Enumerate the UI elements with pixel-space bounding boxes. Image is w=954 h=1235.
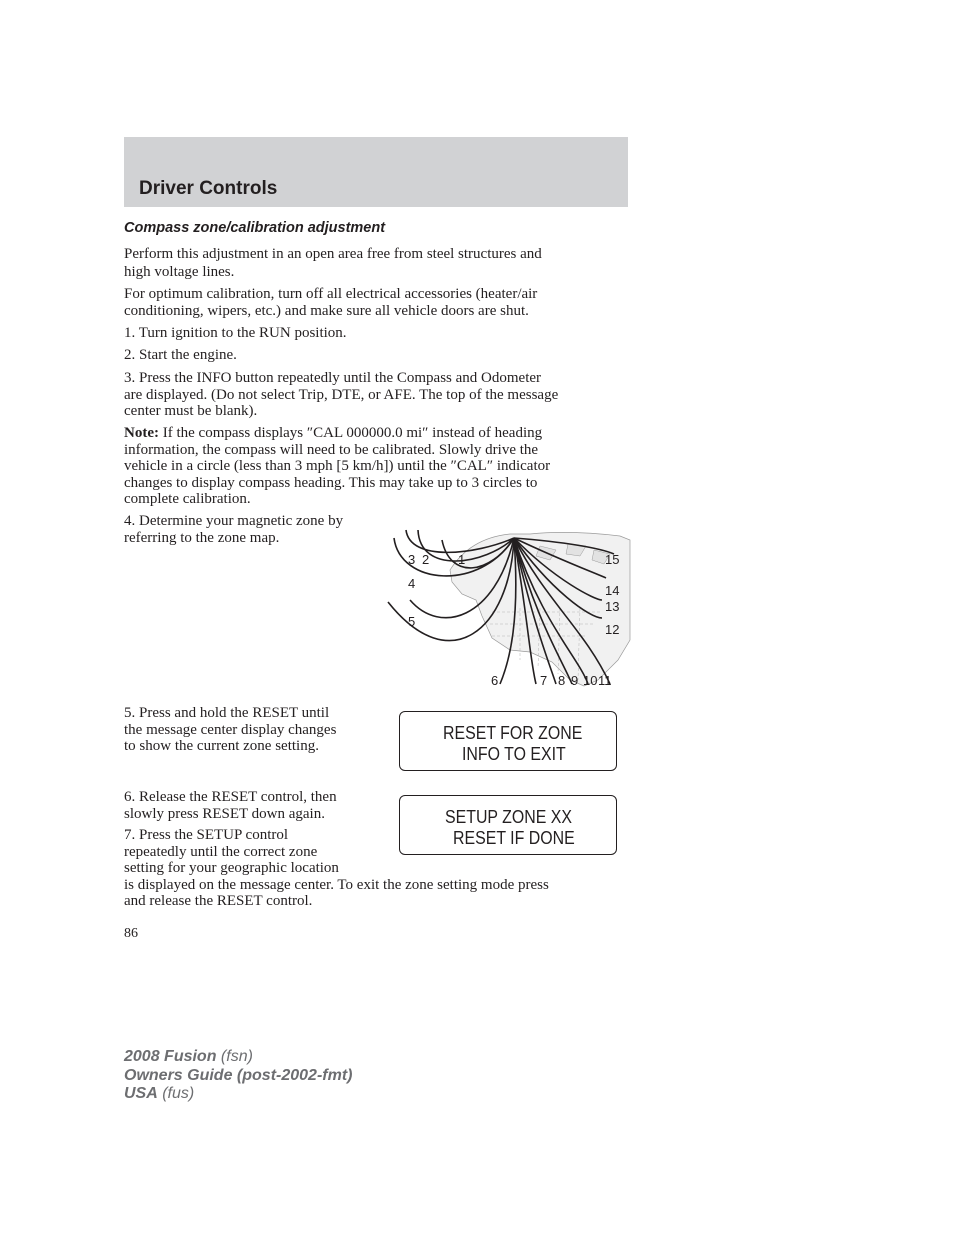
text-line: 5. Press and hold the RESET until — [124, 705, 330, 721]
text-line: and release the RESET control. — [124, 893, 313, 909]
zone-label: 10 — [583, 673, 598, 688]
zone-label: 5 — [408, 614, 416, 629]
footer-line-2 — [124, 1067, 352, 1085]
message-center-display-reset — [399, 711, 617, 771]
text-line: information, the compass will need to be calibrated. Slowly drive the — [124, 441, 539, 458]
step-2: 2. Start the engine. — [124, 347, 237, 363]
section-heading: Compass zone/calibration adjustment — [124, 220, 386, 236]
text-line: is displayed on the message center. To exit the zone setting mode press — [124, 876, 549, 893]
text-line: 4. Determine your magnetic zone by — [124, 513, 344, 529]
zone-label: 2 — [422, 552, 430, 567]
step-4 — [124, 513, 343, 546]
display-line-2: RESET IF DONE — [453, 827, 575, 848]
text-line: slowly press RESET down again. — [124, 805, 325, 822]
note-text: If the compass displays ″CAL 000000.0 mi″ instead of heading — [158, 425, 543, 441]
step-3 — [124, 370, 558, 420]
footer-market-code: (fus) — [157, 1085, 195, 1102]
text-line: are displayed. (Do not select Trip, DTE, or AFE. The top of the message — [124, 386, 559, 403]
note-label: Note: — [124, 425, 159, 441]
text-line: center must be blank). — [124, 403, 258, 419]
footer-model: 2008 Fusion — [124, 1048, 217, 1065]
footer-model-code: (fsn) — [216, 1048, 253, 1065]
text-line: the message center display changes — [124, 721, 337, 738]
text-line: setting for your geographic location — [124, 860, 339, 876]
map-landmass — [450, 532, 630, 686]
footer-market: USA — [124, 1085, 158, 1102]
text-line: referring to the zone map. — [124, 529, 280, 546]
paragraph-intro — [124, 246, 542, 280]
zone-label: 6 — [491, 673, 499, 688]
text-line: 6. Release the RESET control, then — [124, 789, 337, 805]
zone-label: 12 — [605, 622, 620, 637]
step-1: 1. Turn ignition to the RUN position. — [124, 325, 347, 341]
text-line: Perform this adjustment in an open area free from steel structures and — [124, 246, 542, 262]
magnetic-zone-map — [380, 520, 632, 692]
text-line: changes to display compass heading. This may take up to 3 circles to — [124, 474, 538, 491]
text-line — [124, 425, 550, 442]
page-title: Driver Controls — [139, 178, 278, 199]
zone-label: 4 — [408, 576, 416, 591]
text-line: to show the current zone setting. — [124, 738, 319, 754]
step-5 — [124, 705, 336, 755]
zone-label: 13 — [605, 599, 620, 614]
display-line-2: INFO TO EXIT — [462, 743, 566, 764]
zone-label: 15 — [605, 552, 620, 567]
text-line: vehicle in a circle (less than 3 mph [5 km/h]) until the ″CAL″ indicator — [124, 458, 551, 474]
footer-guide: Owners Guide (post-2002-fmt) — [124, 1067, 353, 1084]
step-7 — [124, 827, 549, 910]
zone-label: 11 — [598, 673, 612, 688]
text-line: 7. Press the SETUP control — [124, 827, 289, 843]
note-paragraph — [124, 425, 550, 508]
zone-label: 3 — [408, 552, 416, 567]
footer-line-1 — [124, 1048, 253, 1066]
zone-label: 8 — [558, 673, 566, 688]
text-line: 3. Press the INFO button repeatedly until the Compass and Odometer — [124, 370, 542, 386]
zone-label: 9 — [571, 673, 579, 688]
zone-label: 7 — [540, 673, 548, 688]
page-number: 86 — [124, 926, 138, 941]
zone-label: 1 — [458, 552, 466, 567]
text-line: repeatedly until the correct zone — [124, 843, 318, 860]
text-line: complete calibration. — [124, 491, 251, 507]
text-line: conditioning, wipers, etc.) and make sure all vehicle doors are shut. — [124, 302, 529, 319]
text-line: high voltage lines. — [124, 263, 235, 280]
text-line: For optimum calibration, turn off all electrical accessories (heater/air — [124, 286, 538, 302]
display-line-1: RESET FOR ZONE — [443, 722, 583, 743]
display-line-1: SETUP ZONE XX — [445, 806, 573, 827]
zone-label: 14 — [605, 583, 620, 598]
paragraph-accessories — [124, 286, 537, 319]
step-6 — [124, 789, 337, 822]
footer-line-3 — [124, 1085, 194, 1103]
